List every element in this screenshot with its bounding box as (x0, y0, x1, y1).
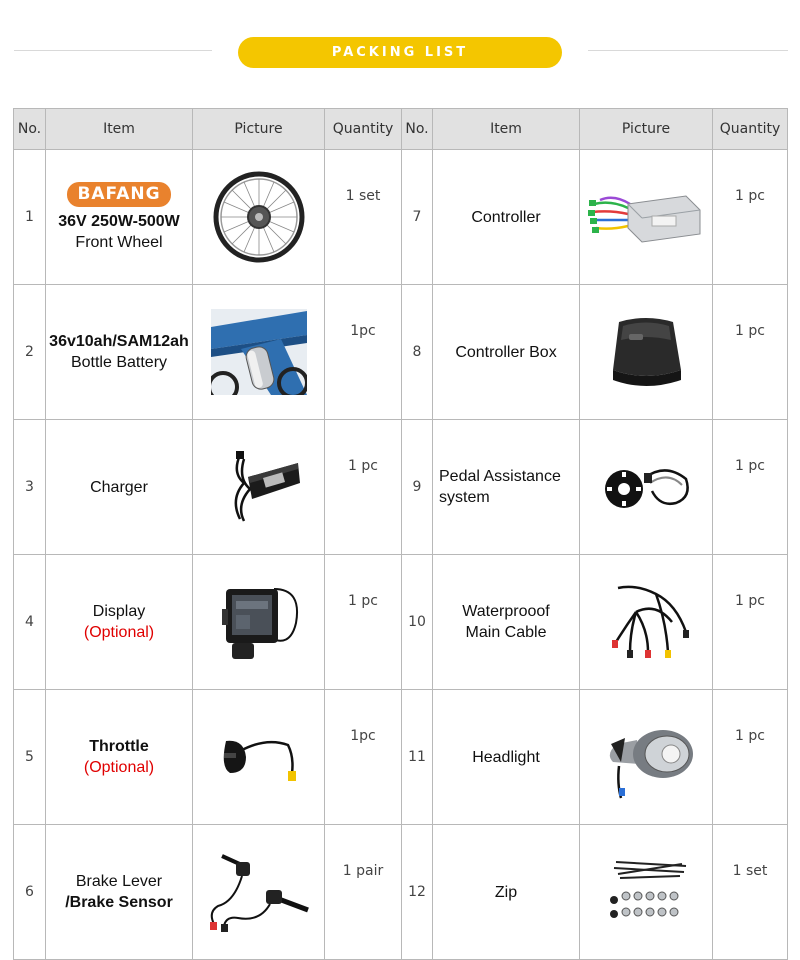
picture-cell (580, 150, 713, 285)
item-name: Brake Lever (75, 873, 163, 890)
main-cable-icon (596, 582, 696, 662)
item-cell (433, 285, 580, 420)
header-quantity: Quantity (325, 109, 402, 150)
item-number: 3 (14, 420, 46, 555)
item-name: Headlight (472, 748, 540, 766)
table-row (14, 825, 788, 960)
charger-icon (214, 449, 304, 525)
quantity: 1pc (325, 690, 402, 825)
bafang-logo: BAFANG (67, 182, 170, 207)
item-name: Pedal Assistance (439, 468, 561, 485)
item-cell (433, 825, 580, 960)
zip-ties-icon (596, 852, 696, 932)
quantity: 1 pc (713, 420, 788, 555)
table-header-row (14, 109, 788, 150)
quantity: 1 pc (325, 420, 402, 555)
item-number: 4 (14, 555, 46, 690)
item-cell (433, 690, 580, 825)
item-number: 9 (402, 420, 433, 555)
quantity: 1 pc (713, 285, 788, 420)
divider-right (588, 50, 788, 51)
packing-list-banner: PACKING LIST (238, 37, 562, 68)
item-name: Throttle (89, 738, 149, 755)
item-name: 36V 250W-500W (58, 212, 180, 230)
optional-label: (Optional) (83, 624, 155, 641)
picture-cell (580, 690, 713, 825)
quantity: 1 pc (325, 555, 402, 690)
header-item: Item (433, 109, 580, 150)
controller-box-icon (601, 312, 691, 392)
item-name-sub: /Brake Sensor (65, 894, 173, 911)
item-cell (46, 555, 193, 690)
header-no: No. (402, 109, 433, 150)
picture-cell (580, 420, 713, 555)
item-name-sub: Front Wheel (75, 233, 163, 251)
item-name: Controller (471, 208, 541, 226)
picture-cell (193, 285, 325, 420)
throttle-icon (216, 727, 302, 787)
item-cell (46, 285, 193, 420)
quantity: 1 pc (713, 555, 788, 690)
picture-cell (193, 420, 325, 555)
header-no: No. (14, 109, 46, 150)
picture-cell (193, 150, 325, 285)
optional-label: (Optional) (83, 759, 155, 776)
headlight-icon (591, 714, 701, 800)
quantity: 1 set (713, 825, 788, 960)
item-name: 36v10ah/SAM12ah (49, 333, 189, 350)
controller-icon (586, 182, 706, 252)
item-number: 12 (402, 825, 433, 960)
picture-cell (580, 555, 713, 690)
pas-sensor-icon (596, 457, 696, 517)
display-icon (214, 579, 304, 665)
item-number: 1 (14, 150, 46, 285)
item-name: Display (92, 603, 146, 620)
quantity: 1 set (325, 150, 402, 285)
item-name-sub: Main Cable (465, 624, 547, 641)
header-quantity: Quantity (713, 109, 788, 150)
table-row (14, 555, 788, 690)
header-picture: Picture (193, 109, 325, 150)
item-cell (46, 825, 193, 960)
item-cell (46, 690, 193, 825)
divider-left (14, 50, 212, 51)
item-name: Charger (90, 478, 148, 496)
item-cell (433, 420, 580, 555)
brake-lever-icon (204, 852, 314, 932)
item-cell (46, 420, 193, 555)
item-number: 2 (14, 285, 46, 420)
item-name-sub: Bottle Battery (70, 354, 168, 371)
quantity: 1 pair (325, 825, 402, 960)
item-number: 5 (14, 690, 46, 825)
header-picture: Picture (580, 109, 713, 150)
quantity: 1 pc (713, 150, 788, 285)
item-number: 11 (402, 690, 433, 825)
item-number: 6 (14, 825, 46, 960)
header-item: Item (46, 109, 193, 150)
item-cell (433, 150, 580, 285)
item-name-sub: system (439, 489, 490, 506)
table-row (14, 690, 788, 825)
quantity: 1pc (325, 285, 402, 420)
item-number: 10 (402, 555, 433, 690)
picture-cell (193, 825, 325, 960)
table-row (14, 420, 788, 555)
item-name: Zip (494, 883, 518, 901)
item-number: 7 (402, 150, 433, 285)
picture-cell (580, 825, 713, 960)
picture-cell (193, 555, 325, 690)
item-cell (46, 150, 193, 285)
item-number: 8 (402, 285, 433, 420)
item-cell (433, 555, 580, 690)
item-name: Waterprooof (462, 603, 550, 620)
item-name: Controller Box (455, 343, 557, 361)
quantity: 1 pc (713, 690, 788, 825)
picture-cell (193, 690, 325, 825)
packing-list-table (13, 108, 788, 960)
bottle-battery-icon (211, 309, 307, 395)
wheel-icon (211, 171, 307, 263)
table-row (14, 285, 788, 420)
picture-cell (580, 285, 713, 420)
table-row (14, 150, 788, 285)
